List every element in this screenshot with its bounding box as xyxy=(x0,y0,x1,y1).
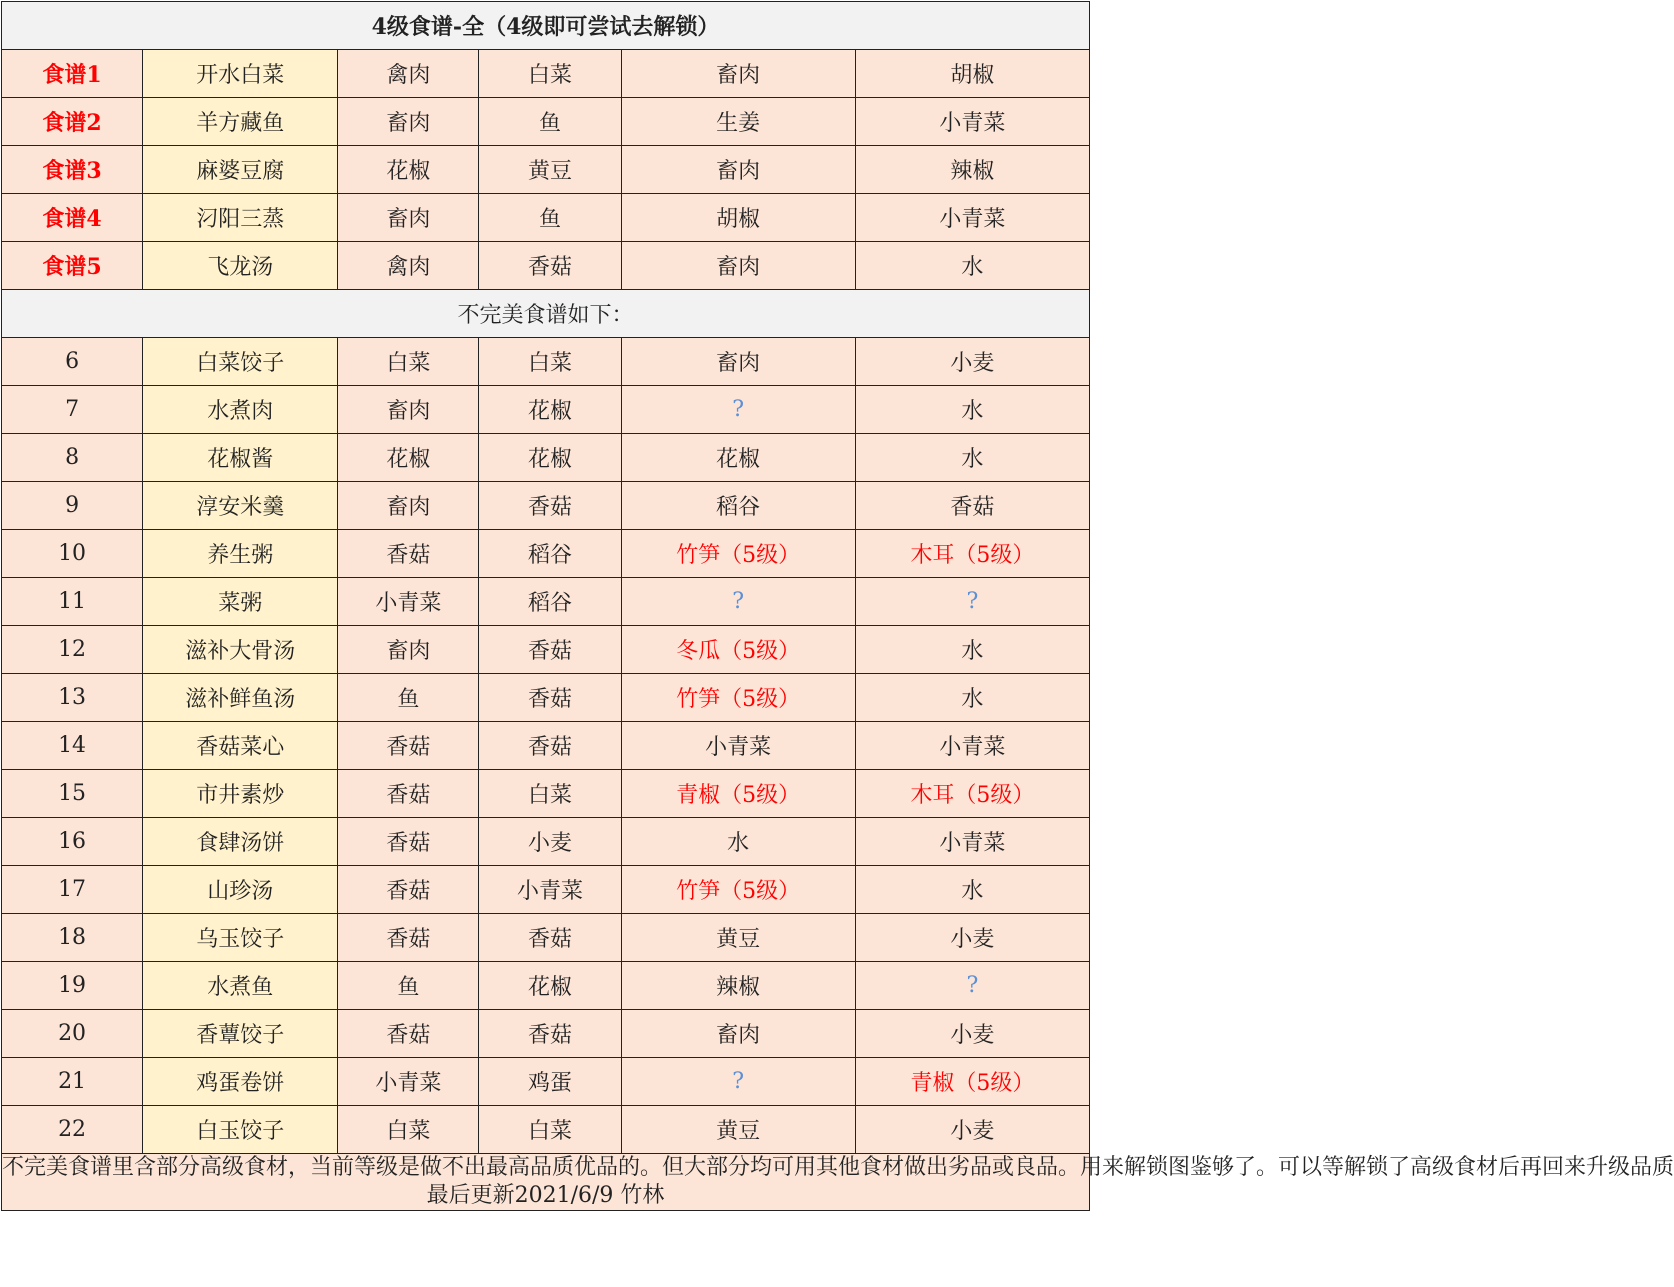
recipe-number: 20 xyxy=(2,1010,143,1058)
ingredient-cell: 禽肉 xyxy=(338,242,479,290)
recipe-number: 16 xyxy=(2,818,143,866)
ingredient-cell: 小青菜 xyxy=(479,866,621,914)
ingredient-cell: 胡椒 xyxy=(855,50,1089,98)
ingredient-cell: 小麦 xyxy=(855,1010,1089,1058)
recipe-name: 菜粥 xyxy=(143,578,338,626)
ingredient-cell: 香菇 xyxy=(338,818,479,866)
ingredient-cell: 稻谷 xyxy=(479,578,621,626)
ingredient-cell: 水 xyxy=(855,626,1089,674)
ingredient-cell: 畜肉 xyxy=(338,626,479,674)
table-row xyxy=(2,338,1090,386)
ingredient-cell: 小青菜 xyxy=(855,194,1089,242)
recipe-name: 乌玉饺子 xyxy=(143,914,338,962)
ingredient-cell: 鱼 xyxy=(479,194,621,242)
ingredient-cell: 竹笋（5级） xyxy=(621,674,855,722)
ingredient-cell: 冬瓜（5级） xyxy=(621,626,855,674)
ingredient-cell: ? xyxy=(855,578,1089,626)
ingredient-cell: 畜肉 xyxy=(621,146,855,194)
ingredient-cell: 香菇 xyxy=(479,722,621,770)
ingredient-cell: 香菇 xyxy=(338,914,479,962)
recipe-number: 9 xyxy=(2,482,143,530)
ingredient-cell: 香菇 xyxy=(479,674,621,722)
ingredient-cell: 竹笋（5级） xyxy=(621,866,855,914)
recipe-name: 食肆汤饼 xyxy=(143,818,338,866)
recipe-number: 17 xyxy=(2,866,143,914)
ingredient-cell: 香菇 xyxy=(338,530,479,578)
ingredient-cell: 花椒 xyxy=(479,962,621,1010)
recipe-number: 21 xyxy=(2,1058,143,1106)
table-row xyxy=(2,1010,1090,1058)
ingredient-cell: 畜肉 xyxy=(621,50,855,98)
ingredient-cell: ? xyxy=(621,1058,855,1106)
ingredient-cell: 青椒（5级） xyxy=(855,1058,1089,1106)
ingredient-cell: 香菇 xyxy=(338,1010,479,1058)
ingredient-cell: 鸡蛋 xyxy=(479,1058,621,1106)
ingredient-cell: 小青菜 xyxy=(338,578,479,626)
ingredient-cell: 香菇 xyxy=(855,482,1089,530)
table-row xyxy=(2,578,1090,626)
ingredient-cell: 香菇 xyxy=(479,914,621,962)
recipe-name: 香菇菜心 xyxy=(143,722,338,770)
ingredient-cell: 水 xyxy=(621,818,855,866)
table-row xyxy=(2,770,1090,818)
ingredient-cell: 辣椒 xyxy=(855,146,1089,194)
recipe-name: 山珍汤 xyxy=(143,866,338,914)
recipe-number: 18 xyxy=(2,914,143,962)
ingredient-cell: 鱼 xyxy=(338,674,479,722)
table-title: 4级食谱-全（4级即可尝试去解锁） xyxy=(2,2,1090,50)
ingredient-cell: ? xyxy=(621,578,855,626)
ingredient-cell: 小青菜 xyxy=(855,722,1089,770)
ingredient-cell: 禽肉 xyxy=(338,50,479,98)
table-row xyxy=(2,866,1090,914)
ingredient-cell: ? xyxy=(855,962,1089,1010)
ingredient-cell: 白菜 xyxy=(479,338,621,386)
ingredient-cell: 畜肉 xyxy=(338,386,479,434)
recipe-name: 养生粥 xyxy=(143,530,338,578)
ingredient-cell: 小青菜 xyxy=(338,1058,479,1106)
ingredient-cell: 生姜 xyxy=(621,98,855,146)
recipe-name: 白菜饺子 xyxy=(143,338,338,386)
ingredient-cell: 花椒 xyxy=(479,386,621,434)
table-row xyxy=(2,962,1090,1010)
ingredient-cell: 香菇 xyxy=(479,1010,621,1058)
footnote-line: 不完美食谱里含部分高级食材，当前等级是做不出最高品质优品的。但大部分均可用其他食材做出劣品或良品。用来解锁图鉴够了。可以等解锁了高级食材后再回来升级品质 xyxy=(2,1155,1674,1180)
recipe-number: 15 xyxy=(2,770,143,818)
ingredient-cell: 水 xyxy=(855,386,1089,434)
ingredient-cell: 白菜 xyxy=(479,50,621,98)
ingredient-cell: 小青菜 xyxy=(855,818,1089,866)
table-row xyxy=(2,1106,1090,1154)
ingredient-cell: 畜肉 xyxy=(621,1010,855,1058)
recipe-label: 食谱5 xyxy=(2,242,143,290)
recipe-name: 滋补大骨汤 xyxy=(143,626,338,674)
footnote xyxy=(2,1154,1674,1211)
recipe-name: 白玉饺子 xyxy=(143,1106,338,1154)
ingredient-cell: 木耳（5级） xyxy=(855,530,1089,578)
table-row xyxy=(2,530,1090,578)
recipe-number: 10 xyxy=(2,530,143,578)
table-row xyxy=(2,1058,1090,1106)
recipe-number: 11 xyxy=(2,578,143,626)
ingredient-cell: 水 xyxy=(855,434,1089,482)
recipe-number: 14 xyxy=(2,722,143,770)
recipe-name: 水煮鱼 xyxy=(143,962,338,1010)
recipe-name: 水煮肉 xyxy=(143,386,338,434)
note-row xyxy=(2,1154,1090,1211)
table-row xyxy=(2,194,1090,242)
recipe-number: 7 xyxy=(2,386,143,434)
section-title: 不完美食谱如下： xyxy=(2,290,1090,338)
ingredient-cell: 稻谷 xyxy=(479,530,621,578)
ingredient-cell: 畜肉 xyxy=(621,242,855,290)
table-row xyxy=(2,626,1090,674)
recipe-name: 飞龙汤 xyxy=(143,242,338,290)
recipe-label: 食谱4 xyxy=(2,194,143,242)
ingredient-cell: 水 xyxy=(855,674,1089,722)
recipe-table xyxy=(1,1,1674,1211)
ingredient-cell: 稻谷 xyxy=(621,482,855,530)
ingredient-cell: 花椒 xyxy=(338,434,479,482)
table-row xyxy=(2,98,1090,146)
ingredient-cell: 小麦 xyxy=(479,818,621,866)
recipe-number: 6 xyxy=(2,338,143,386)
recipe-name: 滋补鲜鱼汤 xyxy=(143,674,338,722)
recipe-name: 市井素炒 xyxy=(143,770,338,818)
ingredient-cell: 黄豆 xyxy=(621,1106,855,1154)
table-row xyxy=(2,386,1090,434)
recipe-number: 19 xyxy=(2,962,143,1010)
ingredient-cell: 香菇 xyxy=(338,770,479,818)
ingredient-cell: 白菜 xyxy=(479,1106,621,1154)
ingredient-cell: 黄豆 xyxy=(621,914,855,962)
ingredient-cell: 花椒 xyxy=(621,434,855,482)
recipe-name: 麻婆豆腐 xyxy=(143,146,338,194)
ingredient-cell: 畜肉 xyxy=(621,338,855,386)
ingredient-cell: 白菜 xyxy=(338,338,479,386)
ingredient-cell: 水 xyxy=(855,242,1089,290)
recipe-label: 食谱2 xyxy=(2,98,143,146)
ingredient-cell: 水 xyxy=(855,866,1089,914)
ingredient-cell: 花椒 xyxy=(479,434,621,482)
recipe-number: 12 xyxy=(2,626,143,674)
recipe-number: 22 xyxy=(2,1106,143,1154)
ingredient-cell: 小麦 xyxy=(855,914,1089,962)
ingredient-cell: 花椒 xyxy=(338,146,479,194)
recipe-name: 汈阳三蒸 xyxy=(143,194,338,242)
ingredient-cell: 黄豆 xyxy=(479,146,621,194)
ingredient-cell: 畜肉 xyxy=(338,194,479,242)
recipe-name: 香蕈饺子 xyxy=(143,1010,338,1058)
recipe-name: 羊方藏鱼 xyxy=(143,98,338,146)
ingredient-cell: 香菇 xyxy=(338,866,479,914)
ingredient-cell: 白菜 xyxy=(479,770,621,818)
ingredient-cell: 小青菜 xyxy=(621,722,855,770)
recipe-name: 淳安米羹 xyxy=(143,482,338,530)
table-row xyxy=(2,722,1090,770)
ingredient-cell: 鱼 xyxy=(479,98,621,146)
ingredient-cell: 香菇 xyxy=(479,242,621,290)
ingredient-cell: 青椒（5级） xyxy=(621,770,855,818)
ingredient-cell: 竹笋（5级） xyxy=(621,530,855,578)
section-row xyxy=(2,290,1090,338)
ingredient-cell: 白菜 xyxy=(338,1106,479,1154)
table-row xyxy=(2,482,1090,530)
table-row xyxy=(2,242,1090,290)
recipe-number: 8 xyxy=(2,434,143,482)
ingredient-cell: 香菇 xyxy=(479,626,621,674)
table-row xyxy=(2,50,1090,98)
ingredient-cell: 胡椒 xyxy=(621,194,855,242)
ingredient-cell: 辣椒 xyxy=(621,962,855,1010)
footnote-line: 最后更新2021/6/9 竹林 xyxy=(426,1183,665,1208)
recipe-name: 花椒酱 xyxy=(143,434,338,482)
ingredient-cell: 小麦 xyxy=(855,338,1089,386)
recipe-name: 开水白菜 xyxy=(143,50,338,98)
table-row xyxy=(2,674,1090,722)
title-row xyxy=(2,2,1090,50)
ingredient-cell: 木耳（5级） xyxy=(855,770,1089,818)
ingredient-cell: 小麦 xyxy=(855,1106,1089,1154)
recipe-label: 食谱3 xyxy=(2,146,143,194)
ingredient-cell: 鱼 xyxy=(338,962,479,1010)
recipe-label: 食谱1 xyxy=(2,50,143,98)
ingredient-cell: ? xyxy=(621,386,855,434)
ingredient-cell: 畜肉 xyxy=(338,98,479,146)
table-row xyxy=(2,146,1090,194)
table-row xyxy=(2,434,1090,482)
table-row xyxy=(2,914,1090,962)
ingredient-cell: 香菇 xyxy=(479,482,621,530)
ingredient-cell: 香菇 xyxy=(338,722,479,770)
ingredient-cell: 小青菜 xyxy=(855,98,1089,146)
ingredient-cell: 畜肉 xyxy=(338,482,479,530)
table-row xyxy=(2,818,1090,866)
recipe-name: 鸡蛋卷饼 xyxy=(143,1058,338,1106)
recipe-number: 13 xyxy=(2,674,143,722)
